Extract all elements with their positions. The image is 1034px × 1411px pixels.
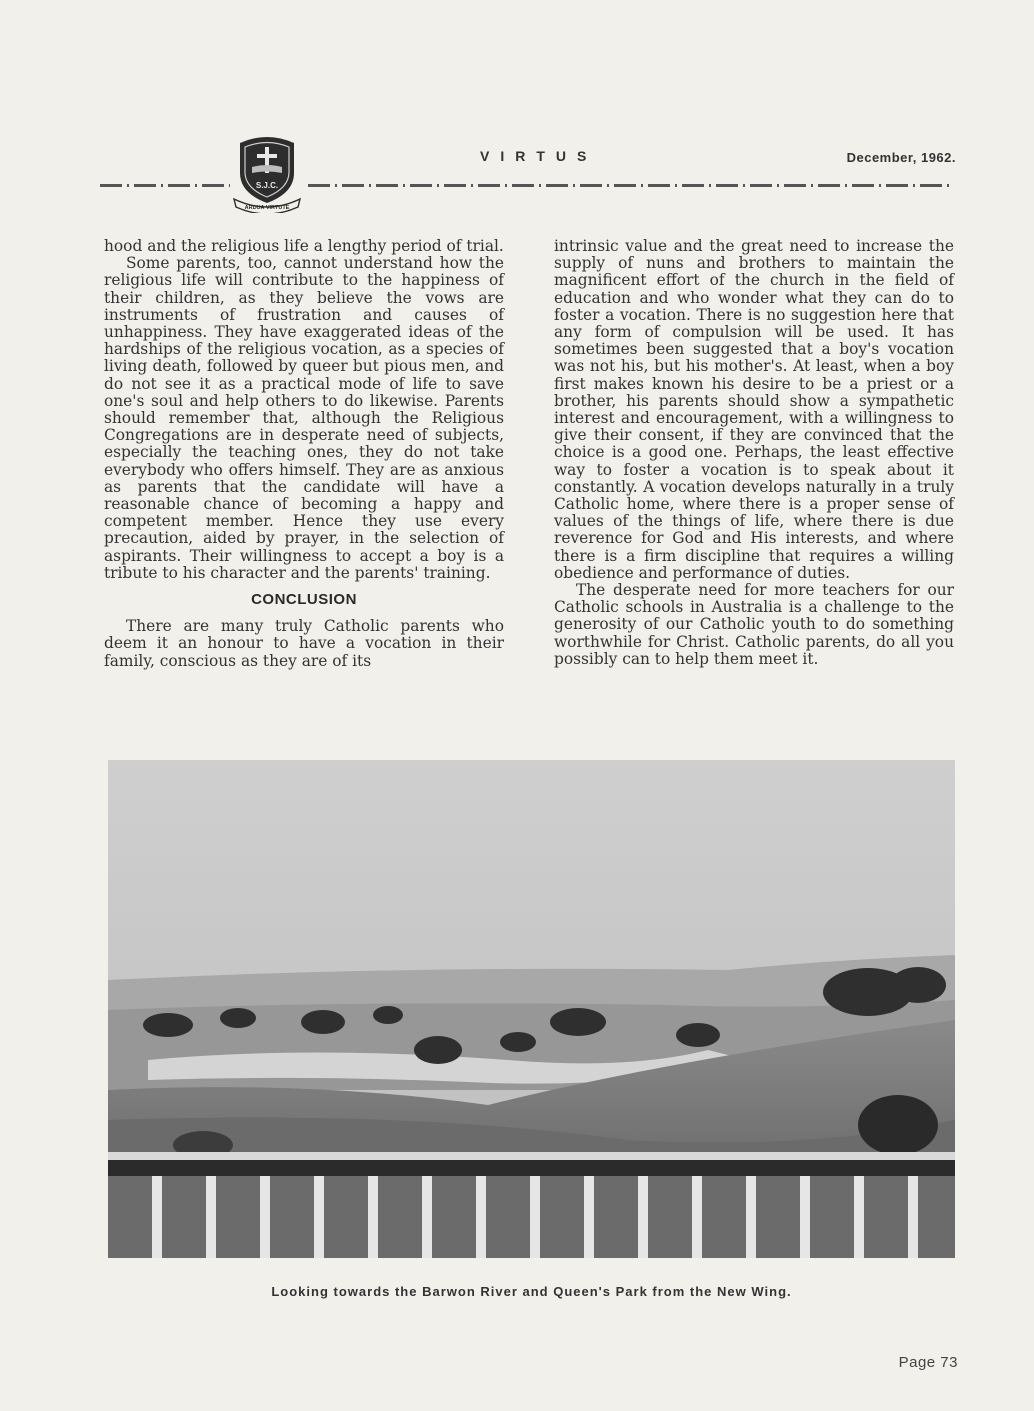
right-column	[554, 238, 954, 668]
left-paragraph-2: Some parents, too, cannot understand how the religious life will contribute to the happiness of their children, as they believe the vows are instruments of frustration and causes of unhappiness. They have exaggerated ideas of the hardships of the religious vocation, as a species of living death, followed by queer but pious men, and do not see it as a practical mode of life to save one's soul and help others to do likewise. Parents should remember that, although the Religious Congregations are in desperate need of subjects, especially the teaching ones, they do not take everybody who offers himself. They are as anxious as parents that the candidate will have a reasonable chance of becoming a happy and competent member. Hence they use every precaution, aided by prayer, in the selection of aspirants. Their willingness to accept a boy is a tribute to his character and the parents' training.	[104, 254, 504, 582]
photo-caption: Looking towards the Barwon River and Queen's Park from the New Wing.	[271, 1284, 792, 1299]
issue-date: December, 1962.	[846, 150, 956, 165]
left-paragraph-1: hood and the religious life a lengthy period of trial.	[104, 237, 504, 255]
header-rule-left	[100, 184, 230, 187]
left-column	[104, 238, 504, 670]
landscape-photo	[108, 760, 955, 1258]
college-crest-icon	[232, 133, 302, 213]
masthead-title: VIRTUS	[480, 148, 598, 164]
conclusion-heading: CONCLUSION	[251, 591, 357, 609]
right-paragraph-1: intrinsic value and the great need to increase the supply of nuns and brothers to maintain the magnificent effort of the church in the field of education and who wonder what they can do to foster a vocation. There is no suggestion here that any form of compulsion will be used. It has sometimes been suggested that a boy's vocation was not his, but his mother's. At least, when a boy first makes known his desire to be a priest or a brother, his parents should show a sympathetic interest and encouragement, with a willingness to give their consent, if they are convinced that the choice is a good one. Perhaps, the least effective way to foster a vocation is to speak about it constantly. A vocation develops naturally in a truly Catholic home, where there is a proper sense of values of the things of life, where there is due reverence for God and His interests, and where there is a firm discipline that requires a willing obedience and performance of duties.	[554, 237, 954, 582]
page-number: Page 73	[898, 1354, 958, 1371]
crest-motto: ARDUA VIRTUTE	[244, 205, 290, 211]
right-paragraph-2: The desperate need for more teachers for our Catholic schools in Australia is a challenge to the generosity of our Catholic youth to do something worthwhile for Christ. Catholic parents, do all you possibly can to help them meet it.	[554, 581, 954, 668]
left-paragraph-3: There are many truly Catholic parents who deem it an honour to have a vocation in their family, conscious as they are of its	[104, 617, 504, 670]
crest-letters: S.J.C.	[255, 181, 279, 190]
header-rule-right	[308, 184, 952, 187]
